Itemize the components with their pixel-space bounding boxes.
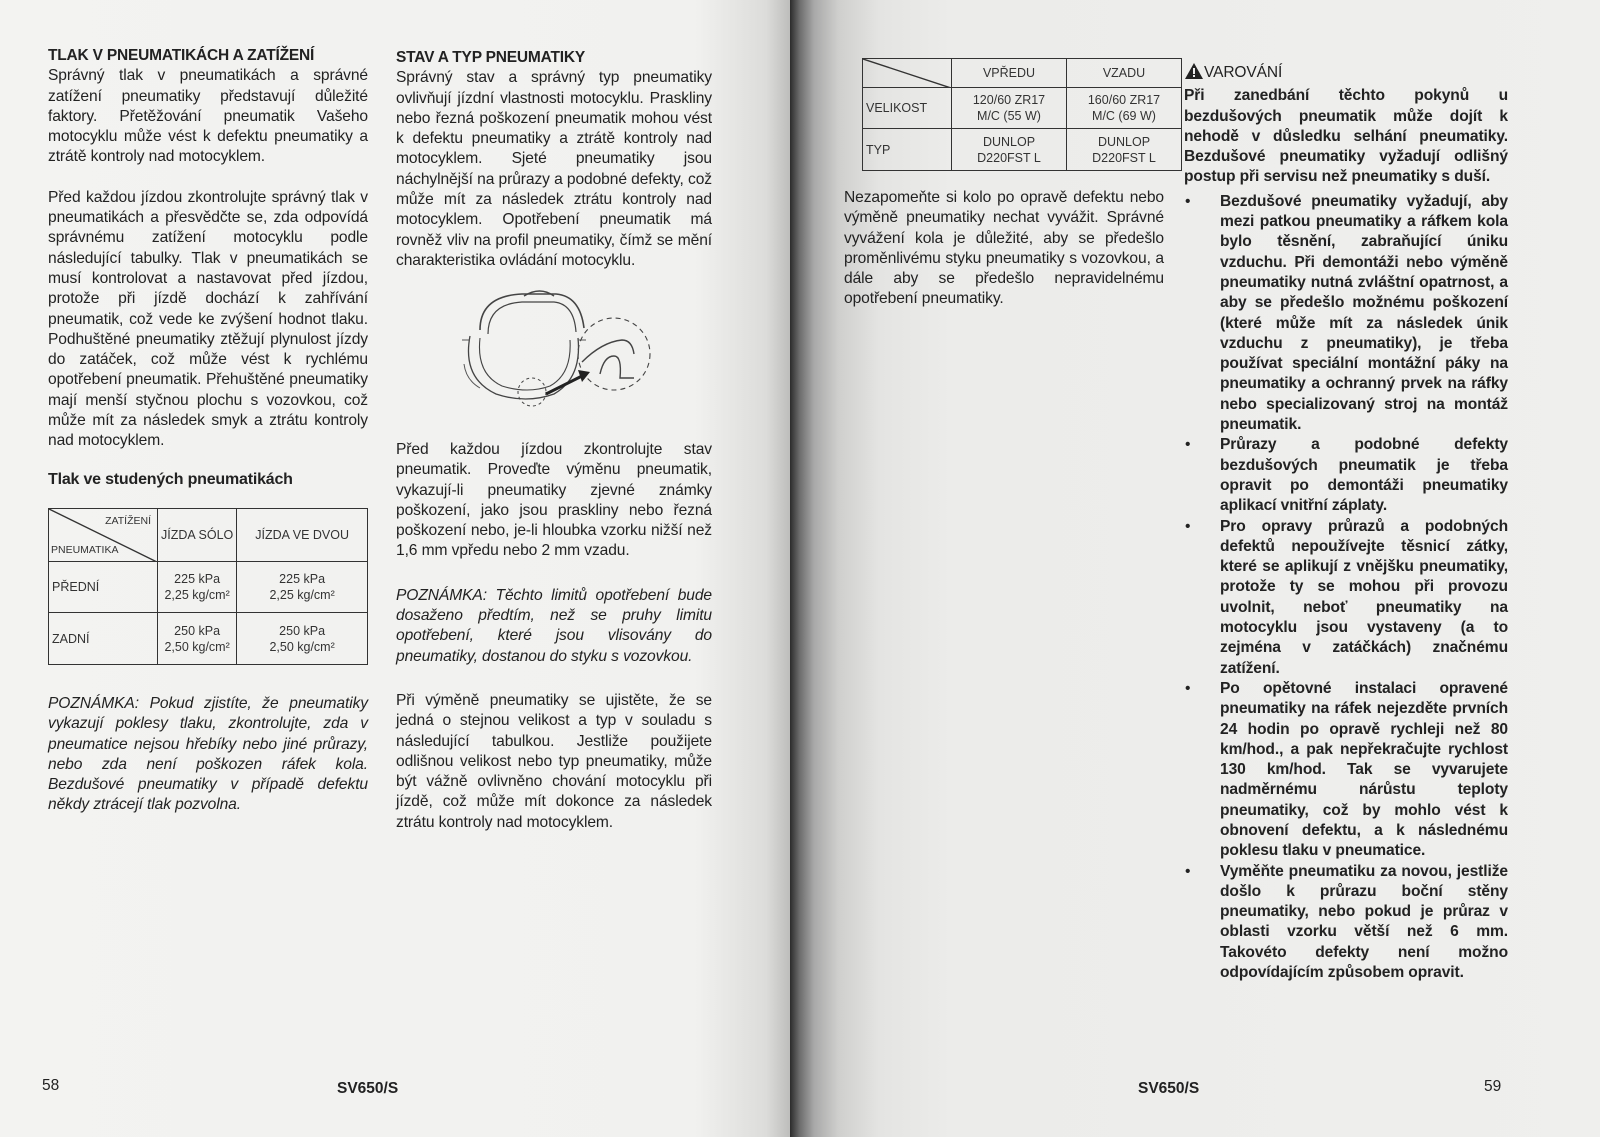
table-corner-cell bbox=[49, 509, 158, 562]
table-cell: DUNLOP D220FST L bbox=[952, 129, 1067, 171]
list-item: • Bezdušové pneumatiky vyžadují, aby mezi patkou pneumatiky a ráfkem kola bylo těsnění, zabraňující úniku vzduchu. Při demontáži nebo výměně pneumatiky nutná zvláštní opatrnost, a aby se předešlo možnému poškození (které může mít za následek únik vzduchu z pneumatiky), je třeba používat speciální montážní páky na pneumatiky a ochranný prvek na ráfky nebo specializovaný stroj na montáž pneumatik. bbox=[1184, 192, 1508, 436]
table-cell: DUNLOP D220FST L bbox=[1067, 129, 1182, 171]
list-item: • Pro opravy průrazů a podobných defektů nepoužívejte těsnicí zátky, které se aplikují z vnějšku pneumatiky, protože ty se mohou při provozu uvolnit, neboť pneumatiky na motocyklu jsou vystaveny (a to zejména v zatáčkách) značnému zatížení. bbox=[1184, 517, 1508, 679]
model-name-right: SV650/S bbox=[1138, 1080, 1200, 1097]
table-cell: 225 kPa 2,25 kg/cm² bbox=[158, 562, 237, 613]
section-heading-tire-pressure: TLAK V PNEUMATIKÁCH A ZATÍŽENÍ bbox=[48, 47, 315, 64]
table-header-rear: VZADU bbox=[1067, 59, 1182, 88]
table-row-label-size: VELIKOST bbox=[863, 88, 952, 129]
left-column-1 bbox=[48, 46, 368, 490]
page-number-left: 58 bbox=[42, 1077, 60, 1094]
cold-tire-pressure-table bbox=[48, 508, 368, 665]
table-row-label-rear: ZADNÍ bbox=[49, 613, 158, 665]
paragraph: Při výměně pneumatiky se ujistěte, že se jedná o stejnou velikost a typ v souladu s následující tabulkou. Jestliže použijete odlišnou velikost nebo typ pneumatiky, může být vážně ovlivněno chování motocyklu při jízdě, což může mít dokonce za následek ztrátu kontroly nad motocyklem. bbox=[396, 691, 712, 831]
diagonal-line bbox=[863, 59, 951, 88]
table-row-label-front: PŘEDNÍ bbox=[49, 562, 158, 613]
paragraph: Správný stav a správný typ pneumatiky ovlivňují jízdní vlastnosti motocyklu. Praskliny nebo řezná poškození pneumatik mohou vést k defektu pneumatiky a ztrátě kontroly nad motocyklem. Sjeté pneumatiky jsou náchylnější na průrazy a podobné defekty, což může mít za následek ztrátu kontroly nad motocyklem. Opotřebení pneumatik má rovněž vliv na profil pneumatiky, čímž se mění charakteristika ovládání motocyklu. bbox=[396, 69, 712, 269]
section-heading-tire-condition: STAV A TYP PNEUMATIKY bbox=[396, 49, 585, 66]
warning-box bbox=[1184, 62, 1508, 983]
page-number-right: 59 bbox=[1484, 1078, 1502, 1095]
left-column-2-lower bbox=[396, 440, 712, 833]
left-column-2 bbox=[396, 48, 712, 271]
note-wear-limits: POZNÁMKA: Těchto limitů opotřebení bude dosaženo předtím, než se pruhy limitu opotřebení, které jsou vlisovány do pneumatiky, dostanou do styku s vozovkou. bbox=[396, 586, 712, 665]
list-item: • Po opětovné instalaci opravené pneumatiky na ráfek nejezděte prvních 24 hodin po opravě rychleji než 80 km/hod., a pak nepřekračujte rychlost 130 km/hod. Tak se vyvarujete nadměrnému nárůstu teploty pneumatiky, což by mohlo vést k obnovení defektu, a k následnému poklesu tlaku v pneumatice. bbox=[1184, 679, 1508, 862]
left-page bbox=[0, 0, 790, 1137]
table-cell: 250 kPa 2,50 kg/cm² bbox=[237, 613, 368, 665]
paragraph: Před každou jízdou zkontrolujte správný tlak v pneumatikách a přesvědčte se, zda odpovídá správnému zatížení motocyklu podle následující tabulky. Tlak v pneumatikách se musí kontrolovat a nastavovat před jízdou, protože při jízdě dochází k zahřívání pneumatik, což vede ke zvýšení hodnot tlaku. Podhuštěné pneumatiky ztěžují plynulost jízdy do zatáček, což může vést k rychlému opotřebení pneumatik. Přehuštěné pneumatiky mají menší styčnou plochu s vozovkou, což může mít za následek smyk a ztrátu kontroly nad motocyklem. bbox=[48, 188, 368, 450]
paragraph-balancing: Nezapomeňte si kolo po opravě defektu nebo výměně pneumatiky nechat vyvážit. Správné vyvážení kola je důležité, aby se předešlo proměnlivému styku pneumatiky s vozovkou, a dále aby se předešlo nepravidelnému opotřebení pneumatiky. bbox=[844, 189, 1164, 308]
table-row-label-type: TYP bbox=[863, 129, 952, 171]
warning-list bbox=[1184, 192, 1508, 984]
corner-label-load: ZATÍŽENÍ bbox=[105, 515, 151, 527]
table-corner-cell bbox=[863, 59, 952, 88]
list-item: • Průrazy a podobné defekty bezdušových pneumatik je třeba opravit po demontáži pneumatiky aplikací vnitřní záplaty. bbox=[1184, 435, 1508, 516]
right-page bbox=[790, 0, 1600, 1137]
table-cell: 225 kPa 2,25 kg/cm² bbox=[237, 562, 368, 613]
tire-size-type-table bbox=[862, 58, 1182, 171]
table-cell: 120/60 ZR17 M/C (55 W) bbox=[952, 88, 1067, 129]
table-cell: 160/60 ZR17 M/C (69 W) bbox=[1067, 88, 1182, 129]
subheading-cold-tires: Tlak ve studených pneumatikách bbox=[48, 470, 293, 488]
list-item: • Vyměňte pneumatiku za novou, jestliže došlo k průrazu boční stěny pneumatiky, nebo pokud je průraz v oblasti vzorku větší než 6 mm. Takovéto defekty není možno odpovídajícím způsobem opravit. bbox=[1184, 862, 1508, 984]
right-column-1 bbox=[844, 188, 1164, 310]
corner-label-tire: PNEUMATIKA bbox=[51, 544, 119, 556]
model-name-left: SV650/S bbox=[337, 1080, 399, 1097]
warning-triangle-icon bbox=[1184, 62, 1204, 86]
paragraph: Správný tlak v pneumatikách a správné zatížení pneumatiky představují důležité faktory. Přetěžování pneumatik Vašeho motocyklu může vést k defektu pneumatiky a ztrátě kontroly nad motocyklem. bbox=[48, 67, 368, 166]
paragraph: Před každou jízdou zkontrolujte stav pneumatik. Proveďte výměnu pneumatik, vykazují-li pneumatiky zjevné známky poškození, jako jsou praskliny nebo řezná poškození nebo, je-li hloubka vzorku nižší než 1,6 mm vpředu nebo 2 mm vzadu. bbox=[396, 441, 712, 560]
table-header-front: VPŘEDU bbox=[952, 59, 1067, 88]
table-header-solo: JÍZDA SÓLO bbox=[158, 509, 237, 562]
warning-title: VAROVÁNÍ bbox=[1184, 62, 1508, 86]
warning-intro: Při zanedbání těchto pokynů u bezdušových pneumatik může dojít k nehodě v důsledku selhání pneumatiky. Bezdušové pneumatiky vyžadují odlišný postup při servisu než pneumatiky s duší. bbox=[1184, 87, 1508, 186]
tire-wear-indicator-diagram bbox=[462, 282, 652, 414]
note-pressure-loss: POZNÁMKA: Pokud zjistíte, že pneumatiky vykazují poklesy tlaku, zkontrolujte, zda v pneumatice nejsou hřebíky nebo jiné průrazy, nebo zda není poškozen ráfek kola. Bezdušové pneumatiky v případě defektu někdy ztrácejí tlak pozvolna. bbox=[48, 695, 368, 814]
table-header-two-up: JÍZDA VE DVOU bbox=[237, 509, 368, 562]
table-cell: 250 kPa 2,50 kg/cm² bbox=[158, 613, 237, 665]
left-column-1-note bbox=[48, 694, 368, 816]
